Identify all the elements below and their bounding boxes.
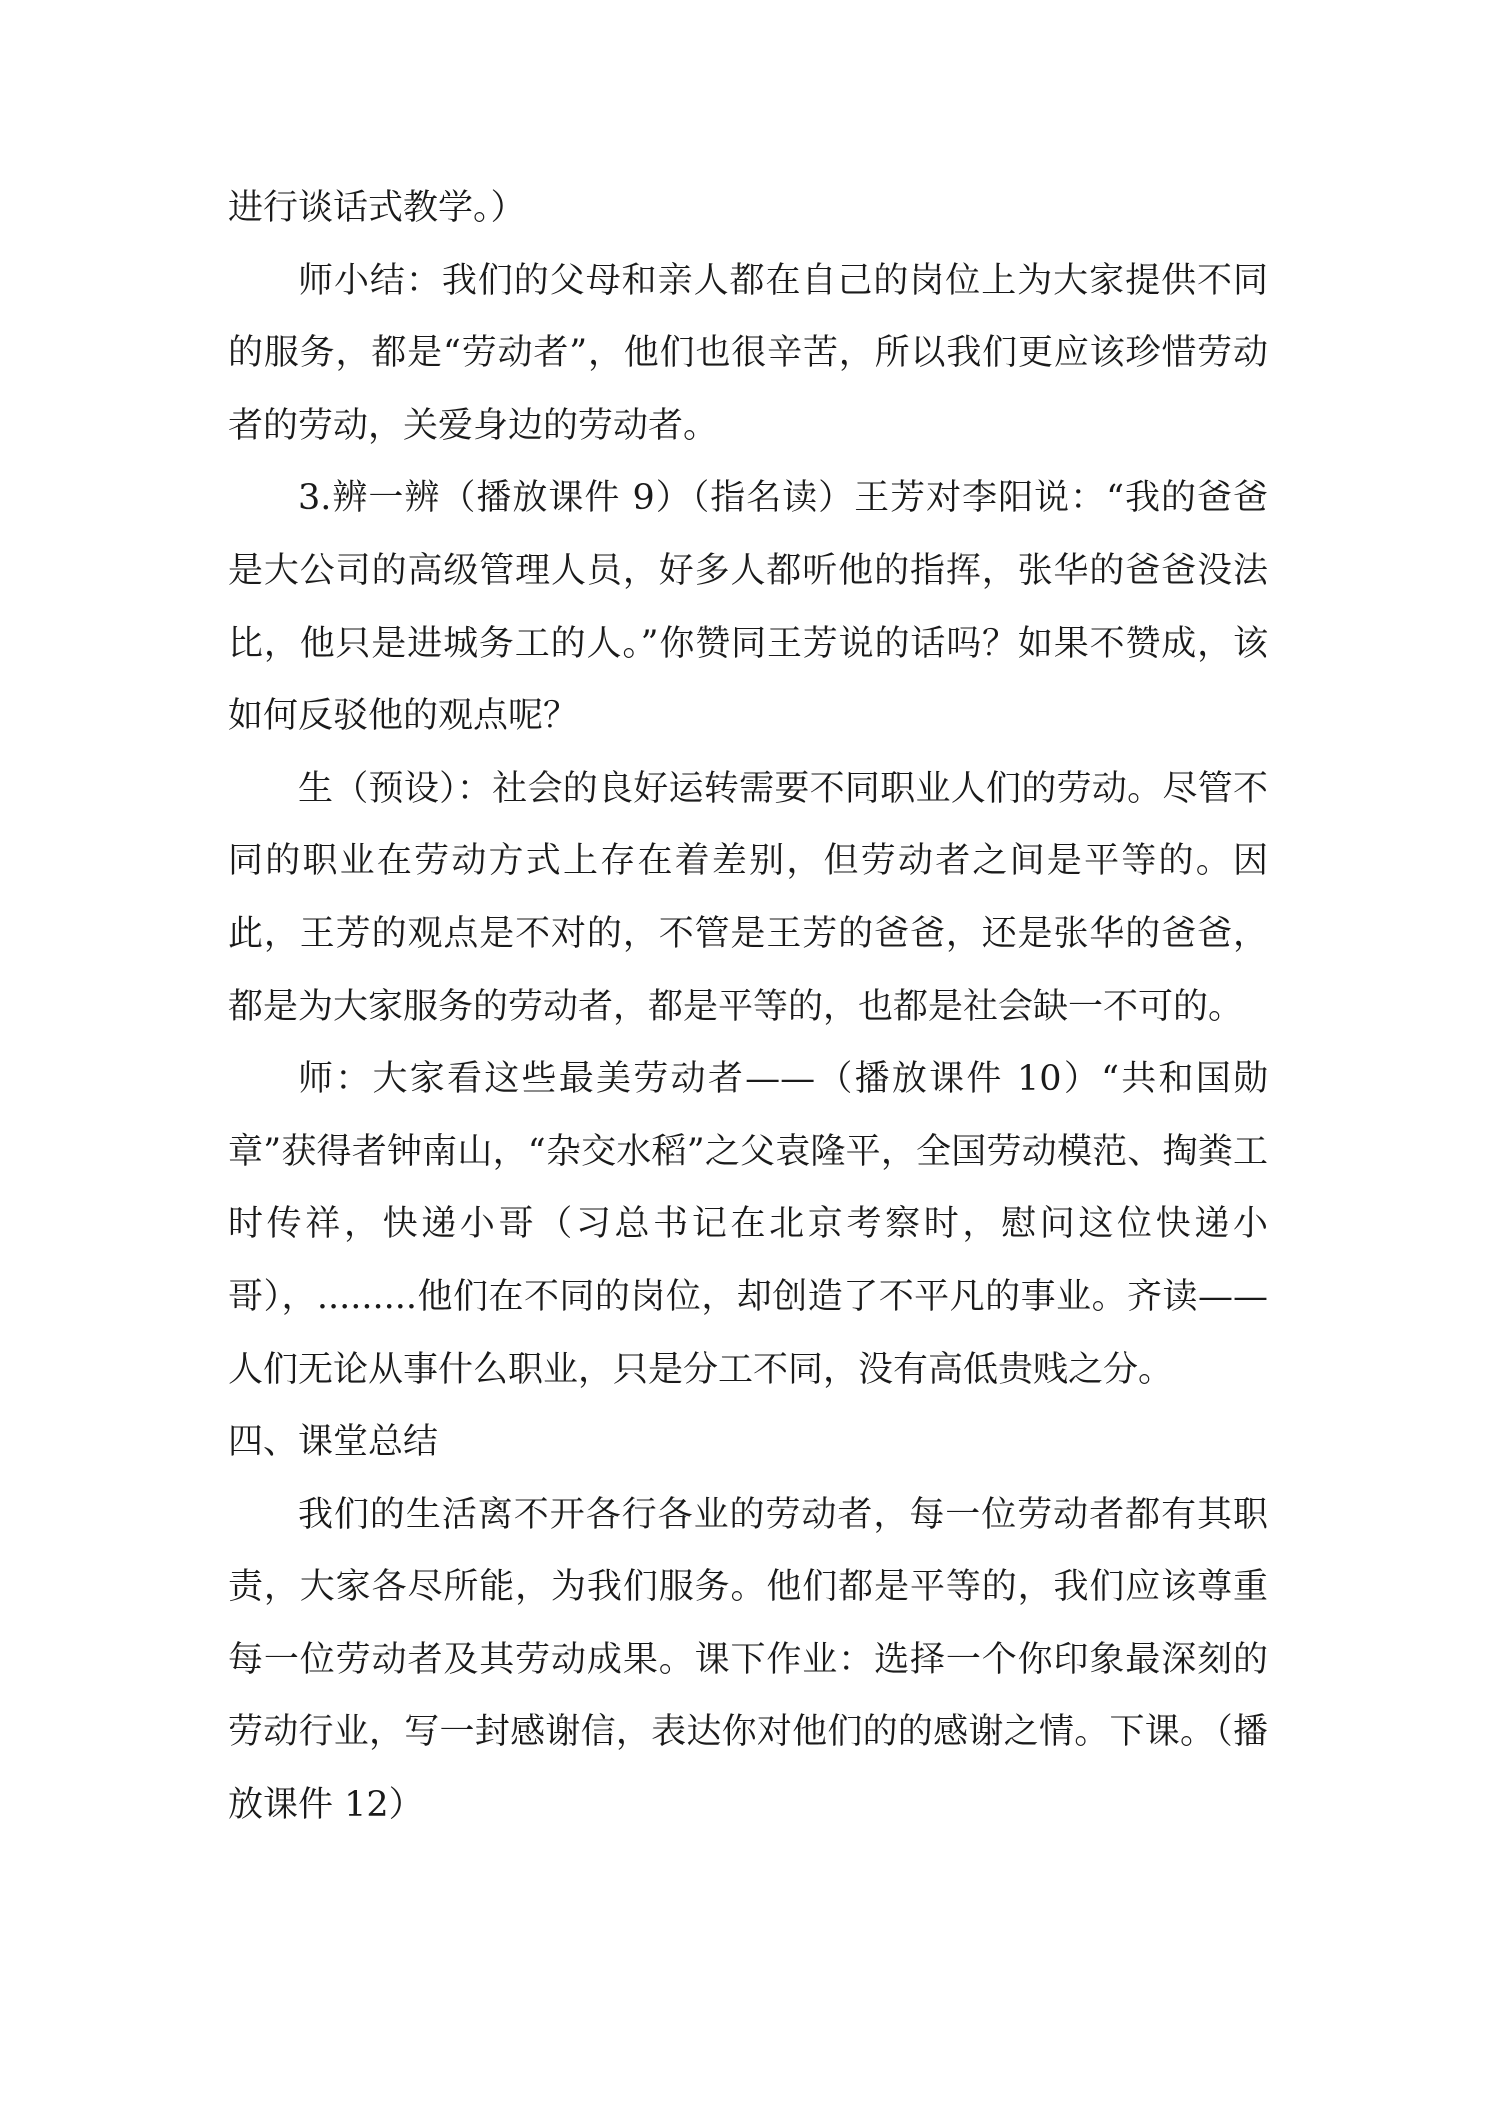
paragraph-student-answer: 生（预设）：社会的良好运转需要不同职业人们的劳动。尽管不同的职业在劳动方式上存在着差别，但劳动者之间是平等的。因此，王芳的观点是不对的，不管是王芳的爸爸，还是张华的爸爸，都是为大家服务的劳动者，都是平等的，也都是社会缺一不可的。 — [228, 768, 1268, 1027]
paragraph-discussion-question: 3.辨一辨（播放课件 9）（指名读）王芳对李阳说：“我的爸爸是大公司的高级管理人员，好多人都听他的指挥，张华的爸爸没法比，他只是进城务工的人。”你赞同王芳说的话吗？如果不赞成，该如何反驳他的观点呢？ — [228, 478, 1268, 737]
section-heading-class-summary: 四、课堂总结 — [228, 1422, 439, 1463]
paragraph-teacher-summary: 师小结：我们的父母和亲人都在自己的岗位上为大家提供不同的服务，都是“劳动者”，他们也很辛苦，所以我们更应该珍惜劳动者的劳动，关爱身边的劳动者。 — [228, 260, 1268, 446]
paragraph-continuation: 进行谈话式教学。） — [228, 188, 526, 228]
paragraph-class-summary: 我们的生活离不开各行各业的劳动者，每一位劳动者都有其职责，大家各尽所能，为我们服务。他们都是平等的，我们应该尊重每一位劳动者及其劳动成果。课下作业：选择一个你印象最深刻的劳动行业，写一封感谢信，表达你对他们的的感谢之情。下课。（播放课件 12） — [228, 1494, 1268, 1826]
paragraph-model-workers: 师：大家看这些最美劳动者——（播放课件 10）“共和国勋章”获得者钟南山，“杂交水稻”之父袁隆平，全国劳动模范、掏粪工时传祥，快递小哥（习总书记在北京考察时，慰问这位快递小哥），.........他们在不同的岗位，却创造了不平凡的事业。齐读——人们无论从事什么职业，只是分工不同，没有高低贵贱之分。 — [228, 1059, 1268, 1390]
document-body — [228, 172, 1268, 1842]
